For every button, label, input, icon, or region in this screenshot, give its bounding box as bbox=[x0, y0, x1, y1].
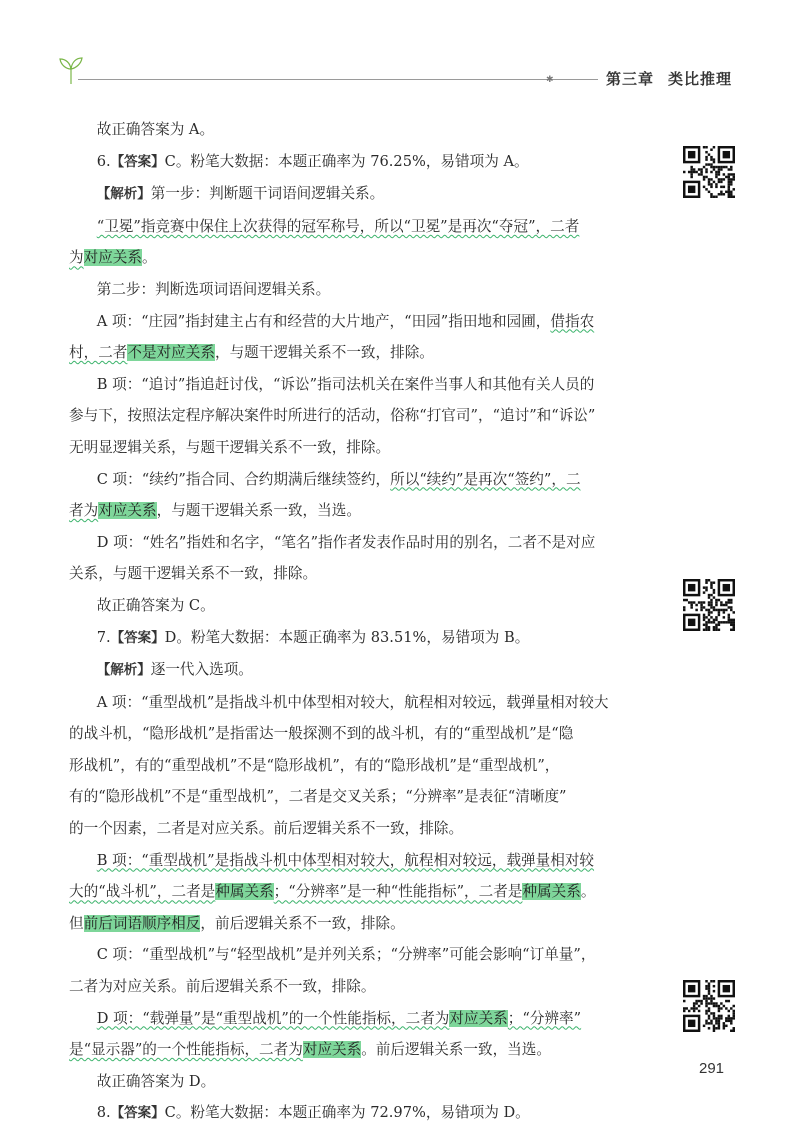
text-segment: 故正确答案为 C。 bbox=[96, 596, 215, 614]
text-segment: 故正确答案为 A。 bbox=[96, 121, 215, 138]
text-segment: B 项：“重型战机”是指战斗机中体型相对较大，航程相对较远，载弹量相对较 bbox=[96, 851, 595, 869]
label-tag: 【答案】 bbox=[110, 153, 165, 170]
label-tag: 【解析】 bbox=[96, 186, 151, 203]
text-segment: 借指农 bbox=[550, 312, 595, 330]
chapter-section: 类比推理 bbox=[668, 70, 733, 88]
text-line bbox=[69, 558, 658, 590]
text-segment: 的一个因素，二者是对应关系。前后逻辑关系不一致，排除。 bbox=[69, 820, 464, 838]
page-number: 291 bbox=[699, 1060, 725, 1077]
text-segment: D 项：“姓名”指姓和名字，“笔名”指作者发表作品时用的别名，二者不是对应 bbox=[96, 533, 596, 551]
highlighted-phrase: 对应关系 bbox=[83, 249, 142, 267]
text-segment: C 项：“重型战机”与“轻型战机”是并列关系；“分辨率”可能会影响“订单量”， bbox=[96, 946, 596, 964]
text-segment: 二者为对应关系。前后逻辑关系不一致，排除。 bbox=[69, 978, 376, 996]
text-line bbox=[69, 845, 658, 877]
text-segment: 关系，与题干逻辑关系不一致，排除。 bbox=[69, 565, 318, 583]
text-segment: 。前后逻辑关系一致，当选。 bbox=[361, 1041, 551, 1059]
text-line bbox=[69, 178, 658, 211]
qr-code-7[interactable] bbox=[683, 579, 735, 631]
text-line bbox=[69, 813, 658, 845]
text-line bbox=[69, 971, 658, 1003]
text-segment: B 项：“追讨”指追赶讨伐，“诉讼”指司法机关在案件当事人和其他有关人员的 bbox=[96, 375, 595, 393]
highlighted-phrase: 种属关系 bbox=[522, 883, 581, 901]
text-line bbox=[69, 464, 658, 496]
text-segment: ，与题干逻辑关系不一致，排除。 bbox=[214, 344, 434, 362]
text-segment: 第二步：判断选项词语间逻辑关系。 bbox=[96, 280, 331, 298]
text-segment: 所以“续约”是再次“签约”，二 bbox=[390, 470, 581, 488]
text-segment: D 项：“载弹量”是“重型战机”的一个性能指标，二者为 bbox=[96, 1009, 450, 1027]
text-segment: 是“显示器”的一个性能指标，二者为 bbox=[69, 1041, 303, 1059]
text-line bbox=[69, 114, 658, 146]
header-dot: ✱ bbox=[546, 75, 554, 85]
text-line bbox=[69, 750, 658, 782]
text-segment: ，与题干逻辑关系一致，当选。 bbox=[156, 502, 361, 520]
page-header bbox=[0, 0, 800, 100]
text-line bbox=[69, 590, 658, 622]
text-segment: ；“分辨率”是一种“性能指标”，二者是 bbox=[273, 883, 523, 901]
text-line bbox=[69, 1003, 658, 1035]
text-segment: 村，二者 bbox=[69, 344, 128, 362]
text-segment: ；“分辨率” bbox=[507, 1009, 582, 1027]
text-line bbox=[69, 146, 658, 179]
highlighted-phrase: 不是对应关系 bbox=[127, 344, 215, 362]
label-tag: 【答案】 bbox=[110, 629, 165, 646]
text-line bbox=[69, 337, 658, 369]
qr-code-8[interactable] bbox=[683, 980, 735, 1032]
sprout-icon bbox=[58, 56, 84, 86]
text-segment: 者为 bbox=[69, 502, 99, 520]
text-line bbox=[69, 527, 658, 559]
text-segment: “卫冕”指竞赛中保住上次获得的冠军称号，所以“卫冕”是再次“夺冠”，二者 bbox=[96, 217, 580, 235]
text-segment: 8. bbox=[96, 1104, 111, 1122]
text-segment: 。 bbox=[142, 249, 157, 267]
text-segment: A 项：“庄园”指封建主占有和经营的大片地产，“田园”指田地和园圃， bbox=[96, 312, 551, 330]
text-segment: 。 bbox=[580, 883, 596, 901]
text-line bbox=[69, 306, 658, 338]
text-segment: A 项：“重型战机”是指战斗机中体型相对较大，航程相对较远，载弹量相对较大 bbox=[96, 693, 609, 711]
text-segment: 7. bbox=[96, 628, 111, 646]
text-segment: 大的“战斗机”，二者是 bbox=[69, 883, 216, 901]
highlighted-phrase: 种属关系 bbox=[215, 883, 274, 901]
text-line bbox=[69, 1066, 658, 1098]
highlighted-phrase: 对应关系 bbox=[449, 1009, 508, 1027]
text-line bbox=[69, 1034, 658, 1066]
text-segment: 逐一代入选项。 bbox=[150, 661, 253, 679]
text-line bbox=[69, 908, 658, 940]
text-line bbox=[69, 242, 658, 274]
text-segment: 为 bbox=[69, 249, 84, 267]
text-line bbox=[69, 622, 658, 655]
text-segment: ，前后逻辑关系不一致，排除。 bbox=[200, 914, 405, 932]
text-line bbox=[69, 687, 658, 719]
text-segment: 的战斗机，“隐形战机”是指雷达一般探测不到的战斗机，有的“重型战机”是“隐 bbox=[69, 725, 574, 743]
text-line bbox=[69, 781, 658, 813]
label-tag: 【解析】 bbox=[96, 662, 151, 679]
text-line bbox=[69, 211, 658, 243]
text-line bbox=[69, 718, 658, 750]
qr-code-6[interactable] bbox=[683, 146, 735, 198]
text-line bbox=[69, 369, 658, 401]
text-segment: 6. bbox=[96, 152, 111, 170]
text-line bbox=[69, 939, 658, 971]
header-rule bbox=[78, 79, 598, 80]
text-segment: C 项：“续约”指合同、合约期满后继续签约， bbox=[96, 470, 391, 488]
text-segment: 参与下，按照法定程序解决案件时所进行的活动，俗称“打官司”，“追讨”和“诉讼” bbox=[69, 407, 596, 425]
text-segment: 无明显逻辑关系，与题干逻辑关系不一致，排除。 bbox=[69, 438, 391, 456]
text-line bbox=[69, 274, 658, 306]
answer-explanation-body bbox=[69, 114, 658, 1130]
text-segment: C。粉笔大数据：本题正确率为 76.25%，易错项为 A。 bbox=[164, 152, 529, 170]
highlighted-phrase: 对应关系 bbox=[302, 1041, 362, 1059]
text-line bbox=[69, 1097, 658, 1130]
text-segment: 但 bbox=[69, 914, 84, 932]
text-segment: 第一步：判断题干词语间逻辑关系。 bbox=[150, 185, 385, 203]
text-line bbox=[69, 432, 658, 464]
text-line bbox=[69, 876, 658, 908]
chapter-number: 第三章 bbox=[606, 70, 655, 88]
text-segment: C。粉笔大数据：本题正确率为 72.97%，易错项为 D。 bbox=[164, 1104, 530, 1122]
highlighted-phrase: 前后词语顺序相反 bbox=[83, 914, 201, 932]
label-tag: 【答案】 bbox=[110, 1105, 165, 1122]
text-line bbox=[69, 495, 658, 527]
chapter-title bbox=[606, 68, 732, 89]
text-line bbox=[69, 400, 658, 432]
text-line bbox=[69, 654, 658, 687]
text-segment: D。粉笔大数据：本题正确率为 83.51%，易错项为 B。 bbox=[164, 628, 530, 646]
text-segment: 形战机”，有的“重型战机”不是“隐形战机”，有的“隐形战机”是“重型战机”， bbox=[69, 756, 560, 774]
text-segment: 有的“隐形战机”不是“重型战机”，二者是交叉关系；“分辨率”是表征“清晰度” bbox=[69, 788, 567, 806]
text-segment: 故正确答案为 D。 bbox=[96, 1072, 216, 1090]
highlighted-phrase: 对应关系 bbox=[98, 502, 157, 520]
